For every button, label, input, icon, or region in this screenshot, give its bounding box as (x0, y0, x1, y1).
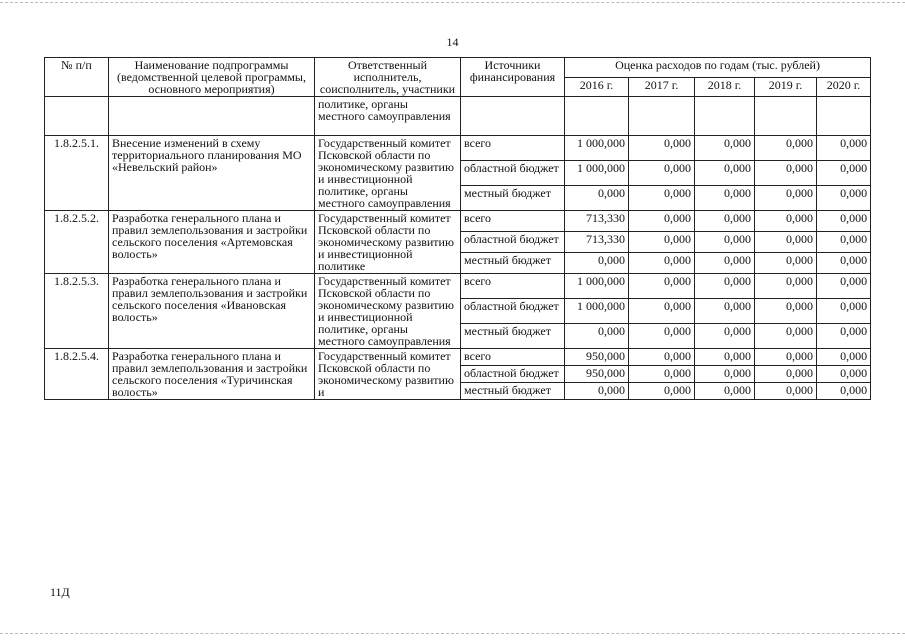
item-name: Разработка генерального плана и правил землепользования и застройки сельского поселения «Артемовская волость» (109, 211, 315, 274)
expense-value: 0,000 (629, 161, 695, 186)
funding-source: местный бюджет (461, 186, 565, 211)
funding-source: местный бюджет (461, 383, 565, 400)
header-year: 2019 г. (755, 77, 817, 97)
expense-value: 0,000 (755, 366, 817, 383)
funding-source: всего (461, 136, 565, 161)
header-num: № п/п (45, 58, 109, 97)
header-name: Наименование подпрограммы (ведомственной целевой программы, основного мероприятия) (109, 58, 315, 97)
header-row (45, 58, 871, 78)
header-year: 2016 г. (565, 77, 629, 97)
header-estimate: Оценка расходов по годам (тыс. рублей) (565, 58, 871, 78)
expense-value: 0,000 (695, 274, 755, 299)
expense-value: 0,000 (817, 366, 871, 383)
table-row (45, 349, 871, 366)
expense-value: 0,000 (629, 274, 695, 299)
expense-value: 0,000 (817, 324, 871, 349)
expense-value: 0,000 (565, 186, 629, 211)
expense-value: 0,000 (755, 299, 817, 324)
table-row (45, 136, 871, 161)
funding-source: областной бюджет (461, 232, 565, 253)
expense-value: 1 000,000 (565, 299, 629, 324)
expense-value: 0,000 (629, 253, 695, 274)
table-row (45, 211, 871, 232)
expense-value: 0,000 (755, 253, 817, 274)
expense-value: 0,000 (629, 349, 695, 366)
funding-source: местный бюджет (461, 253, 565, 274)
expense-value: 0,000 (695, 186, 755, 211)
expense-value: 0,000 (817, 136, 871, 161)
expense-value: 0,000 (817, 274, 871, 299)
expense-value: 0,000 (755, 383, 817, 400)
item-name: Внесение изменений в схему территориального планирования МО «Невельский район» (109, 136, 315, 211)
footer-code: 11Д (50, 585, 70, 599)
expense-value: 0,000 (629, 186, 695, 211)
expense-value: 0,000 (817, 232, 871, 253)
expense-value: 0,000 (565, 253, 629, 274)
table-row (45, 274, 871, 299)
expense-value: 0,000 (755, 274, 817, 299)
expense-value: 0,000 (695, 211, 755, 232)
expense-value: 1 000,000 (565, 161, 629, 186)
expense-value: 0,000 (755, 186, 817, 211)
expense-value: 0,000 (695, 299, 755, 324)
continuation-responsible: политике, органы местного самоуправления (315, 97, 461, 136)
expense-value: 0,000 (629, 211, 695, 232)
funding-source: всего (461, 349, 565, 366)
expense-value: 0,000 (695, 324, 755, 349)
expense-value: 0,000 (695, 136, 755, 161)
funding-source: областной бюджет (461, 161, 565, 186)
item-responsible: Государственный комитет Псковской области по экономическому развитию и инвестиционной политике (315, 211, 461, 274)
item-num: 1.8.2.5.4. (45, 349, 109, 400)
expense-value: 713,330 (565, 211, 629, 232)
expense-value: 0,000 (817, 349, 871, 366)
expense-value: 713,330 (565, 232, 629, 253)
item-name: Разработка генерального плана и правил землепользования и застройки сельского поселения «Ивановская волость» (109, 274, 315, 349)
header-responsible: Ответственный исполнитель, соисполнитель, участники (315, 58, 461, 97)
funding-source: областной бюджет (461, 366, 565, 383)
expense-value: 0,000 (695, 349, 755, 366)
expense-value: 0,000 (817, 299, 871, 324)
header-sources: Источники финансирования (461, 58, 565, 97)
expenses-table (44, 57, 871, 400)
expense-value: 0,000 (695, 383, 755, 400)
funding-source: областной бюджет (461, 299, 565, 324)
expense-value: 0,000 (565, 383, 629, 400)
expense-value: 0,000 (695, 366, 755, 383)
expense-value: 0,000 (755, 211, 817, 232)
expense-value: 0,000 (755, 349, 817, 366)
expense-value: 950,000 (565, 349, 629, 366)
expense-value: 0,000 (817, 161, 871, 186)
item-name: Разработка генерального плана и правил землепользования и застройки сельского поселения «Туричинская волость» (109, 349, 315, 400)
item-num: 1.8.2.5.2. (45, 211, 109, 274)
expense-value: 0,000 (629, 136, 695, 161)
scan-edge-top (0, 2, 905, 4)
item-responsible: Государственный комитет Псковской области по экономическому развитию и (315, 349, 461, 400)
item-responsible: Государственный комитет Псковской области по экономическому развитию и инвестиционной политике, органы местного самоуправления (315, 274, 461, 349)
expense-value: 0,000 (755, 232, 817, 253)
expense-value: 0,000 (565, 324, 629, 349)
item-responsible: Государственный комитет Псковской области по экономическому развитию и инвестиционной политике, органы местного самоуправления (315, 136, 461, 211)
scan-edge-bottom (0, 633, 905, 635)
expense-value: 950,000 (565, 366, 629, 383)
funding-source: местный бюджет (461, 324, 565, 349)
expense-value: 1 000,000 (565, 136, 629, 161)
expense-value: 0,000 (629, 366, 695, 383)
expense-value: 0,000 (695, 161, 755, 186)
expense-value: 0,000 (629, 232, 695, 253)
funding-source: всего (461, 211, 565, 232)
expense-value: 0,000 (695, 232, 755, 253)
header-year: 2020 г. (817, 77, 871, 97)
expense-value: 0,000 (817, 383, 871, 400)
header-year: 2017 г. (629, 77, 695, 97)
expense-value: 0,000 (755, 324, 817, 349)
page-number: 14 (446, 35, 459, 49)
item-num: 1.8.2.5.3. (45, 274, 109, 349)
continuation-row (45, 97, 871, 136)
expense-value: 0,000 (817, 253, 871, 274)
funding-source: всего (461, 274, 565, 299)
expense-value: 0,000 (755, 161, 817, 186)
expense-value: 0,000 (755, 136, 817, 161)
header-year: 2018 г. (695, 77, 755, 97)
expense-value: 0,000 (629, 383, 695, 400)
expense-value: 0,000 (629, 324, 695, 349)
expense-value: 0,000 (817, 186, 871, 211)
item-num: 1.8.2.5.1. (45, 136, 109, 211)
expense-value: 0,000 (817, 211, 871, 232)
expense-value: 0,000 (695, 253, 755, 274)
expense-value: 1 000,000 (565, 274, 629, 299)
expense-value: 0,000 (629, 299, 695, 324)
